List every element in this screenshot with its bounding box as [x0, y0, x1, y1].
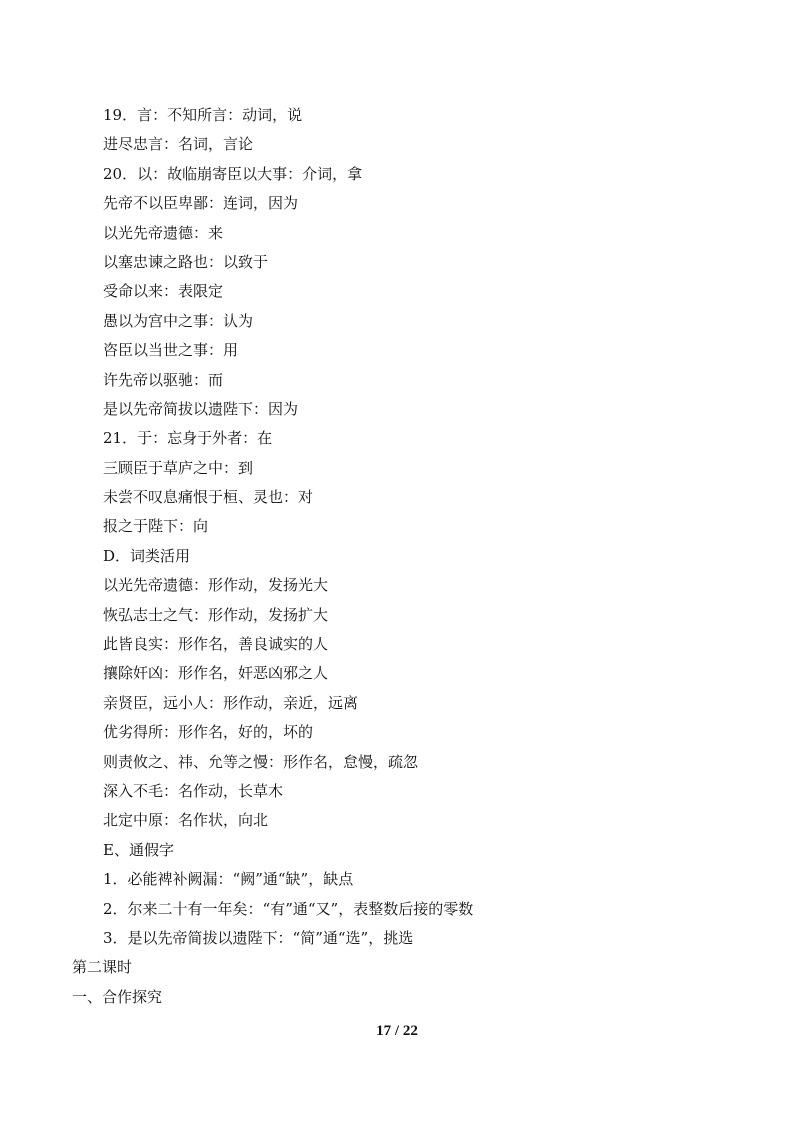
text-line: 19．言：不知所言：动词，说 [103, 106, 303, 124]
document-body [0, 101, 794, 1012]
text-line: 亲贤臣，远小人：形作动，亲近，远离 [103, 693, 359, 712]
text-line: 此皆良实：形作名，善良诚实的人 [103, 635, 329, 654]
text-line: 优劣得所：形作名，好的，坏的 [103, 723, 314, 742]
text-line: 2．尔来二十有一年矣：“有”通“又”，表整数后接的零数 [103, 899, 474, 918]
text-line: 以塞忠谏之路也：以致于 [103, 252, 269, 271]
text-line: 以光先帝遗德：来 [103, 223, 224, 242]
text-line: 则责攸之、祎、允等之慢：形作名，怠慢，疏忽 [103, 752, 419, 771]
text-line: 深入不毛：名作动，长草木 [103, 781, 284, 800]
text-line: 北定中原：名作状，向北 [103, 811, 269, 830]
text-line: 受命以来：表限定 [103, 282, 224, 301]
text-line: 是以先帝简拔以遗陛下：因为 [103, 399, 299, 418]
text-line: 许先帝以驱驰：而 [103, 370, 224, 389]
text-line: 攘除奸凶：形作名，奸恶凶邪之人 [103, 664, 329, 683]
lesson-heading: 第二课时 [72, 958, 133, 977]
text-line: 1．必能裨补阙漏：“阙”通“缺”，缺点 [103, 870, 354, 889]
text-line: 进尽忠言：名词，言论 [103, 135, 254, 154]
text-line: 未尝不叹息痛恨于桓、灵也：对 [103, 488, 314, 507]
text-line: 三顾臣于草庐之中：到 [103, 458, 254, 477]
text-line: 恢弘志士之气：形作动，发扬扩大 [103, 605, 329, 624]
text-line: 先帝不以臣卑鄙：连词，因为 [103, 194, 299, 213]
section-heading: E、通假字 [103, 840, 174, 859]
section-heading: 一、合作探究 [72, 987, 163, 1006]
text-line: 以光先帝遗德：形作动，发扬光大 [103, 576, 329, 595]
section-heading: D．词类活用 [103, 546, 191, 565]
text-line: 报之于陛下：向 [103, 517, 209, 536]
text-line: 20．以：故临崩寄臣以大事：介词，拿 [103, 164, 363, 183]
page-number: 17 / 22 [376, 1023, 418, 1039]
text-line: 21．于：忘身于外者：在 [103, 429, 273, 448]
text-line: 3．是以先帝简拔以遗陛下：“简”通“选”，挑选 [103, 928, 414, 947]
text-line: 咨臣以当世之事：用 [103, 341, 239, 360]
text-line: 愚以为宫中之事：认为 [103, 311, 254, 330]
